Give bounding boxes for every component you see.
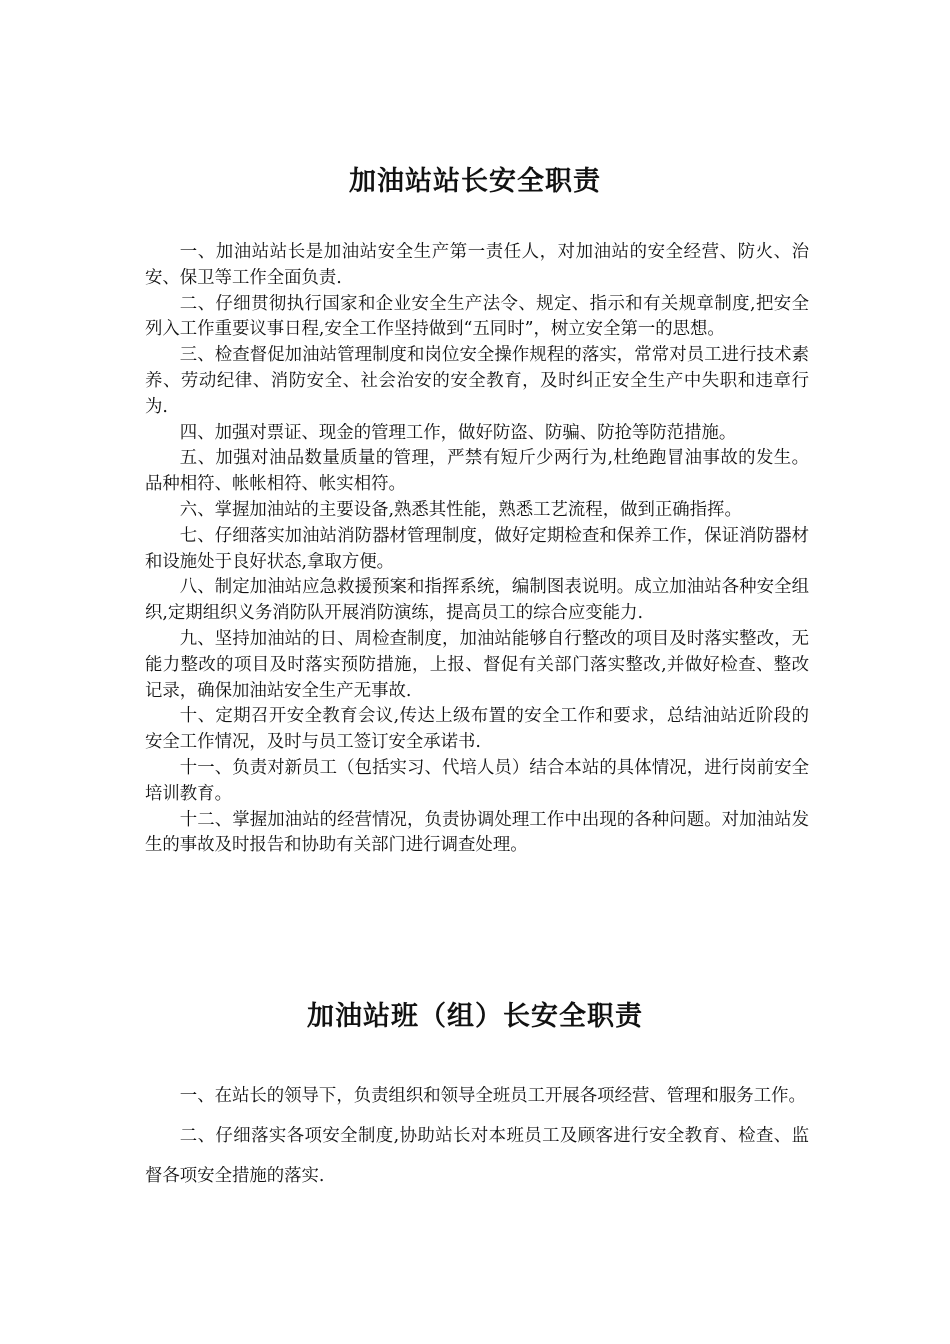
duty-paragraph: 六、掌握加油站的主要设备,熟悉其性能，熟悉工艺流程，做到正确指挥。 [179,499,742,520]
duty-paragraph: 一、在站长的领导下，负责组织和领导全班员工开展各项经营、管理和服务工作。 [179,1086,806,1106]
duty-paragraph: 九、坚持加油站的日、周检查制度，加油站能够自行整改的项目及时落实整改，无能力整改的项目及时落实预防措施，上报、督促有关部门落实整改,并做好检查、整改记录，确保加油站安全生产无事故. [145,628,809,701]
duty-paragraph: 四、加强对票证、现金的管理工作，做好防盗、防骗、防抢等防范措施。 [179,422,737,443]
duty-paragraph: 十二、掌握加油站的经营情况，负责协调处理工作中出现的各种问题。对加油站发生的事故及时报告和协助有关部门进行调查处理。 [145,809,809,856]
duty-paragraph: 七、仔细落实加油站消防器材管理制度，做好定期检查和保养工作，保证消防器材和设施处于良好状态,拿取方便。 [145,525,809,572]
duty-paragraph: 一、加油站站长是加油站安全生产第一责任人，对加油站的安全经营、防火、治安、保卫等工作全面负责. [145,242,809,288]
duty-paragraph: 八、制定加油站应急救援预案和指挥系统，编制图表说明。成立加油站各种安全组织,定期组织义务消防队开展消防演练，提高员工的综合应变能力. [145,577,809,624]
duty-paragraph: 十一、负责对新员工（包括实习、代培人员）结合本站的具体情况，进行岗前安全培训教育。 [145,757,809,804]
section-team-leader-duties [145,1076,809,1196]
duty-paragraph: 十、定期召开安全教育会议,传达上级布置的安全工作和要求，总结油站近阶段的安全工作情况，及时与员工签订安全承诺书. [145,706,809,753]
duty-paragraph: 五、加强对油品数量质量的管理，严禁有短斤少两行为,杜绝跑冒油事故的发生。品种相符、帐帐相符、帐实相符。 [145,448,809,495]
duty-paragraph: 二、仔细落实各项安全制度,协助站长对本班员工及顾客进行安全教育、检查、监督各项安全措施的落实. [145,1126,809,1186]
section-station-master-duties [145,240,809,859]
duty-paragraph: 三、检查督促加油站管理制度和岗位安全操作规程的落实，常常对员工进行技术素养、劳动纪律、消防安全、社会治安的安全教育，及时纠正安全生产中失职和违章行为. [145,345,809,417]
duty-paragraph: 二、仔细贯彻执行国家和企业安全生产法令、规定、指示和有关规章制度,把安全列入工作重要议事日程,安全工作坚持做到“五同时”，树立安全第一的思想。 [145,293,809,340]
section-title-station-master: 加油站站长安全职责 [349,166,601,197]
section-title-team-leader: 加油站班（组）长安全职责 [307,1001,643,1032]
